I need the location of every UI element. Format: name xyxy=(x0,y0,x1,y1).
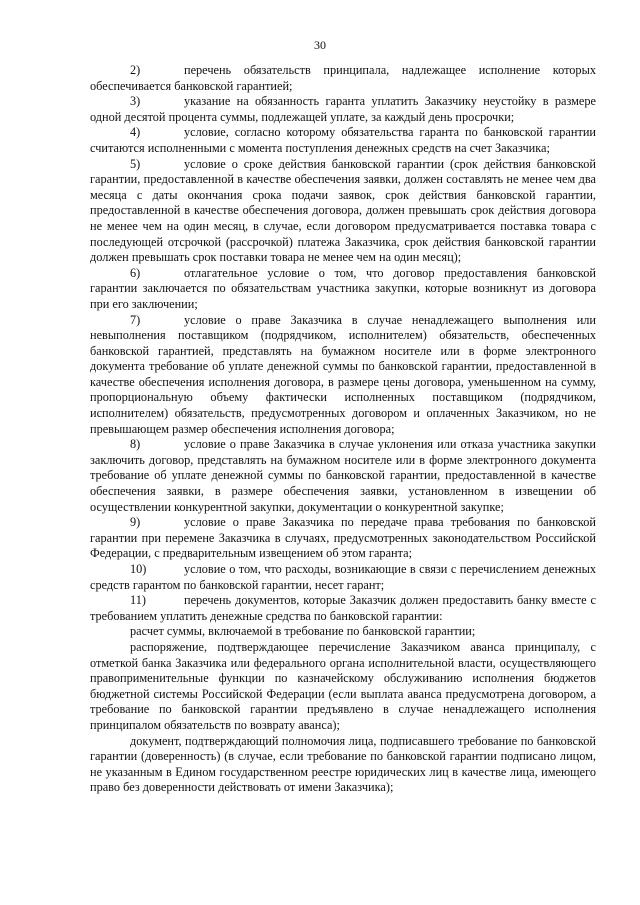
item-text: условие о том, что расходы, возникающие в связи с перечислением денежных средств гарантом по банковской гарантии, несет гарант; xyxy=(90,562,596,592)
item-number: 5) xyxy=(130,156,141,171)
list-item xyxy=(90,94,596,125)
item-text: условие, согласно которому обязательства гаранта по банковской гарантии считаются исполненными с момента поступления денежных средств на счет Заказчика; xyxy=(90,125,596,155)
list-item xyxy=(90,313,596,438)
list-item xyxy=(90,593,596,624)
list-item xyxy=(90,515,596,562)
list-item xyxy=(90,437,596,515)
item-text: условие о праве Заказчика по передаче права требования по банковской гарантии при перемене Заказчика в случаях, предусмотренных законодательством Российской Федерации, с предварительным извещением об этом гаранта; xyxy=(90,515,596,561)
item-number: 7) xyxy=(130,312,141,327)
item-number: 8) xyxy=(130,437,141,452)
list-item xyxy=(90,266,596,313)
item-number: 11) xyxy=(130,593,146,608)
list-item xyxy=(90,63,596,94)
item-number: 10) xyxy=(130,562,147,576)
item-text: перечень документов, которые Заказчик должен предоставить банку вместе с требованием уплатить денежные средства по банковской гарантии: xyxy=(90,593,596,623)
item-text: расчет суммы, включаемой в требование по банковской гарантии; xyxy=(130,624,476,639)
item-text: отлагательное условие о том, что договор предоставления банковской гарантии заключается по обязательствам участника закупки, которые возникнут из договора при его заключении; xyxy=(90,265,596,311)
item-text: указание на обязанность гаранта уплатить Заказчику неустойку в размере одной десятой процента суммы, подлежащей уплате, за каждый день просрочки; xyxy=(90,94,596,124)
item-text: документ, подтверждающий полномочия лица, подписавшего требование по банковской гарантии (доверенность) (в случае, если требование по банковской гарантии подписано лицом, не указанным в Едином государственном реестре юридических лиц в качестве лица, имеющего право без доверенности действовать от имени Заказчика); xyxy=(90,733,596,795)
item-number: 3) xyxy=(130,94,141,109)
item-number: 2) xyxy=(130,63,141,77)
sub-item xyxy=(90,640,596,734)
item-text: условие о праве Заказчика в случае уклонения или отказа участника закупки заключить договор, представлять на бумажном носителе или в форме электронного документа требование об уплате денежной суммы по банковской гарантии, предоставленной в качестве обеспечения заявки, в размере обеспечения заявки, установленном в извещении об осуществлении конкурентной закупки, документации о конкурентной закупке; xyxy=(90,437,596,514)
item-text: условие о сроке действия банковской гарантии (срок действия банковской гарантии, предоставленной в качестве обеспечения заявки, должен составлять не менее чем два месяца с даты окончания срока подачи заявок, срок действия банковской гарантии, предоставленной в качестве обеспечения договора, должен превышать срок действия договора не менее чем на один месяц, в случае, если договором предусматривается поставка товара с последующей отсрочкой (рассрочкой) платежа Заказчика, срок действия банковской гарантии должен превышать срок поставки товара не менее чем на один месяц); xyxy=(90,156,596,265)
sub-item xyxy=(90,624,596,640)
item-number: 6) xyxy=(130,265,141,280)
list-item xyxy=(90,157,596,266)
page-number: 30 xyxy=(314,38,326,52)
list-item xyxy=(90,125,596,156)
item-text: перечень обязательств принципала, надлежащее исполнение которых обеспечивается банковской гарантией; xyxy=(90,63,596,93)
sub-item xyxy=(90,734,596,796)
item-number: 9) xyxy=(130,515,141,530)
document-body xyxy=(90,63,596,796)
list-item xyxy=(90,562,596,593)
item-text: условие о праве Заказчика в случае ненадлежащего выполнения или невыполнения поставщиком (подрядчиком, исполнителем) обязательств, обеспеченных банковской гарантией, представлять на бумажном носителе или в форме электронного документа требование об уплате денежной суммы по банковской гарантии, предоставленной в качестве обеспечения исполнения договора, в размере цены договора, уменьшенном на сумму, пропорциональную объему фактически исполненных поставщиком (подрядчиком, исполнителем) обязательств, предусмотренных договором и оплаченных Заказчиком, но не превышающем размер обеспечения исполнения договора; xyxy=(90,312,596,436)
item-number: 4) xyxy=(130,125,141,140)
item-text: распоряжение, подтверждающее перечисление Заказчиком аванса принципалу, с отметкой банка Заказчика или федерального органа исполнительной власти, осуществляющего правоприменительные функции по казначейскому обслуживанию исполнения бюджетов бюджетной системы Российской Федерации (если выплата аванса предусмотрена договором, а требование по банковской гарантии предъявлено в случае ненадлежащего исполнения принципалом обязательств по возврату аванса); xyxy=(90,639,596,732)
